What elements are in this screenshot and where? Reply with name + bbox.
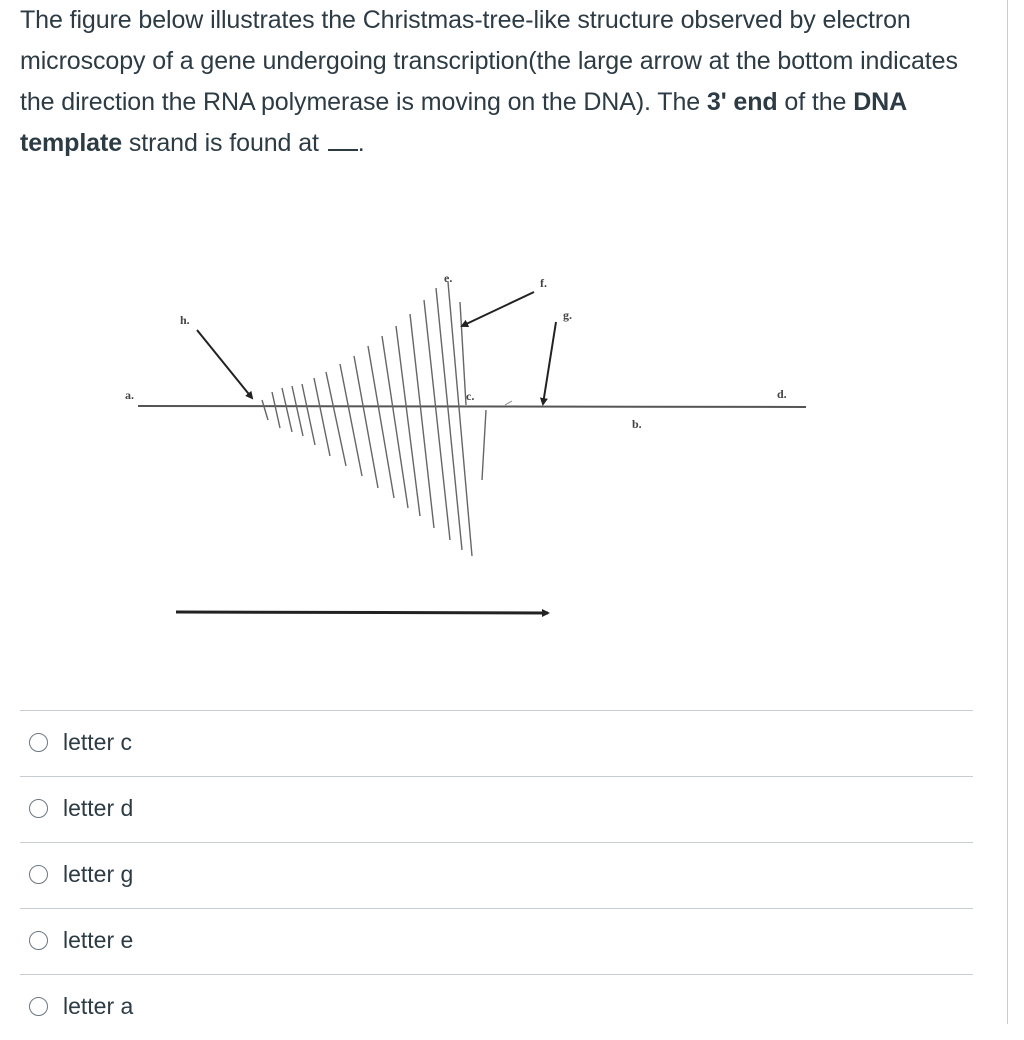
question-text-part3: strand is found at — [122, 129, 326, 157]
arrow-f — [462, 292, 534, 326]
question-bold-3prime: 3' end — [706, 88, 778, 116]
label-d: d. — [777, 387, 787, 401]
label-f: f. — [540, 276, 547, 290]
question-text-end: . — [357, 129, 365, 157]
answer-option-letter-c[interactable] — [20, 710, 973, 776]
dna-strand — [138, 406, 806, 407]
answer-option-letter-e[interactable] — [20, 908, 973, 974]
label-a: a. — [125, 388, 134, 402]
question-text — [20, 0, 995, 164]
content-right-border — [1007, 0, 1008, 1024]
answer-option-letter-d[interactable] — [20, 776, 973, 842]
question-bold-dna-template: DNA template — [20, 88, 907, 157]
transcription-figure — [0, 250, 1007, 630]
answer-label[interactable]: letter a — [63, 993, 134, 1019]
answer-label[interactable]: letter d — [63, 795, 134, 821]
arrow-g — [543, 322, 556, 404]
tick-near-c — [505, 401, 512, 405]
answer-option-letter-a[interactable] — [20, 974, 973, 1040]
radio-button[interactable] — [29, 997, 48, 1016]
arrow-h — [197, 330, 252, 398]
radio-button[interactable] — [29, 931, 48, 950]
answer-label[interactable]: letter c — [63, 729, 133, 755]
radio-button[interactable] — [29, 799, 48, 818]
answer-blank — [328, 148, 358, 151]
radio-button[interactable] — [29, 865, 48, 884]
rna-transcripts — [262, 282, 486, 556]
question-text-part1: The figure below illustrates the Christmas-tree-like structure observed by electron microscopy of a gene undergoing transcription(the large arrow at the bottom indicates the direction the RNA polymerase is moving on the DNA). The — [20, 6, 958, 116]
answer-label[interactable]: letter e — [63, 927, 134, 953]
label-e: e. — [444, 271, 453, 285]
answer-label[interactable]: letter g — [63, 861, 134, 887]
label-h: h. — [180, 313, 190, 327]
question-text-part2: of the — [777, 88, 854, 116]
radio-button[interactable] — [29, 733, 48, 752]
label-c: c. — [466, 389, 475, 403]
label-b: b. — [632, 417, 642, 431]
answer-option-letter-g[interactable] — [20, 842, 973, 908]
polymerase-direction-arrow — [176, 612, 548, 613]
label-g: g. — [563, 308, 572, 322]
answer-list — [20, 710, 973, 1040]
